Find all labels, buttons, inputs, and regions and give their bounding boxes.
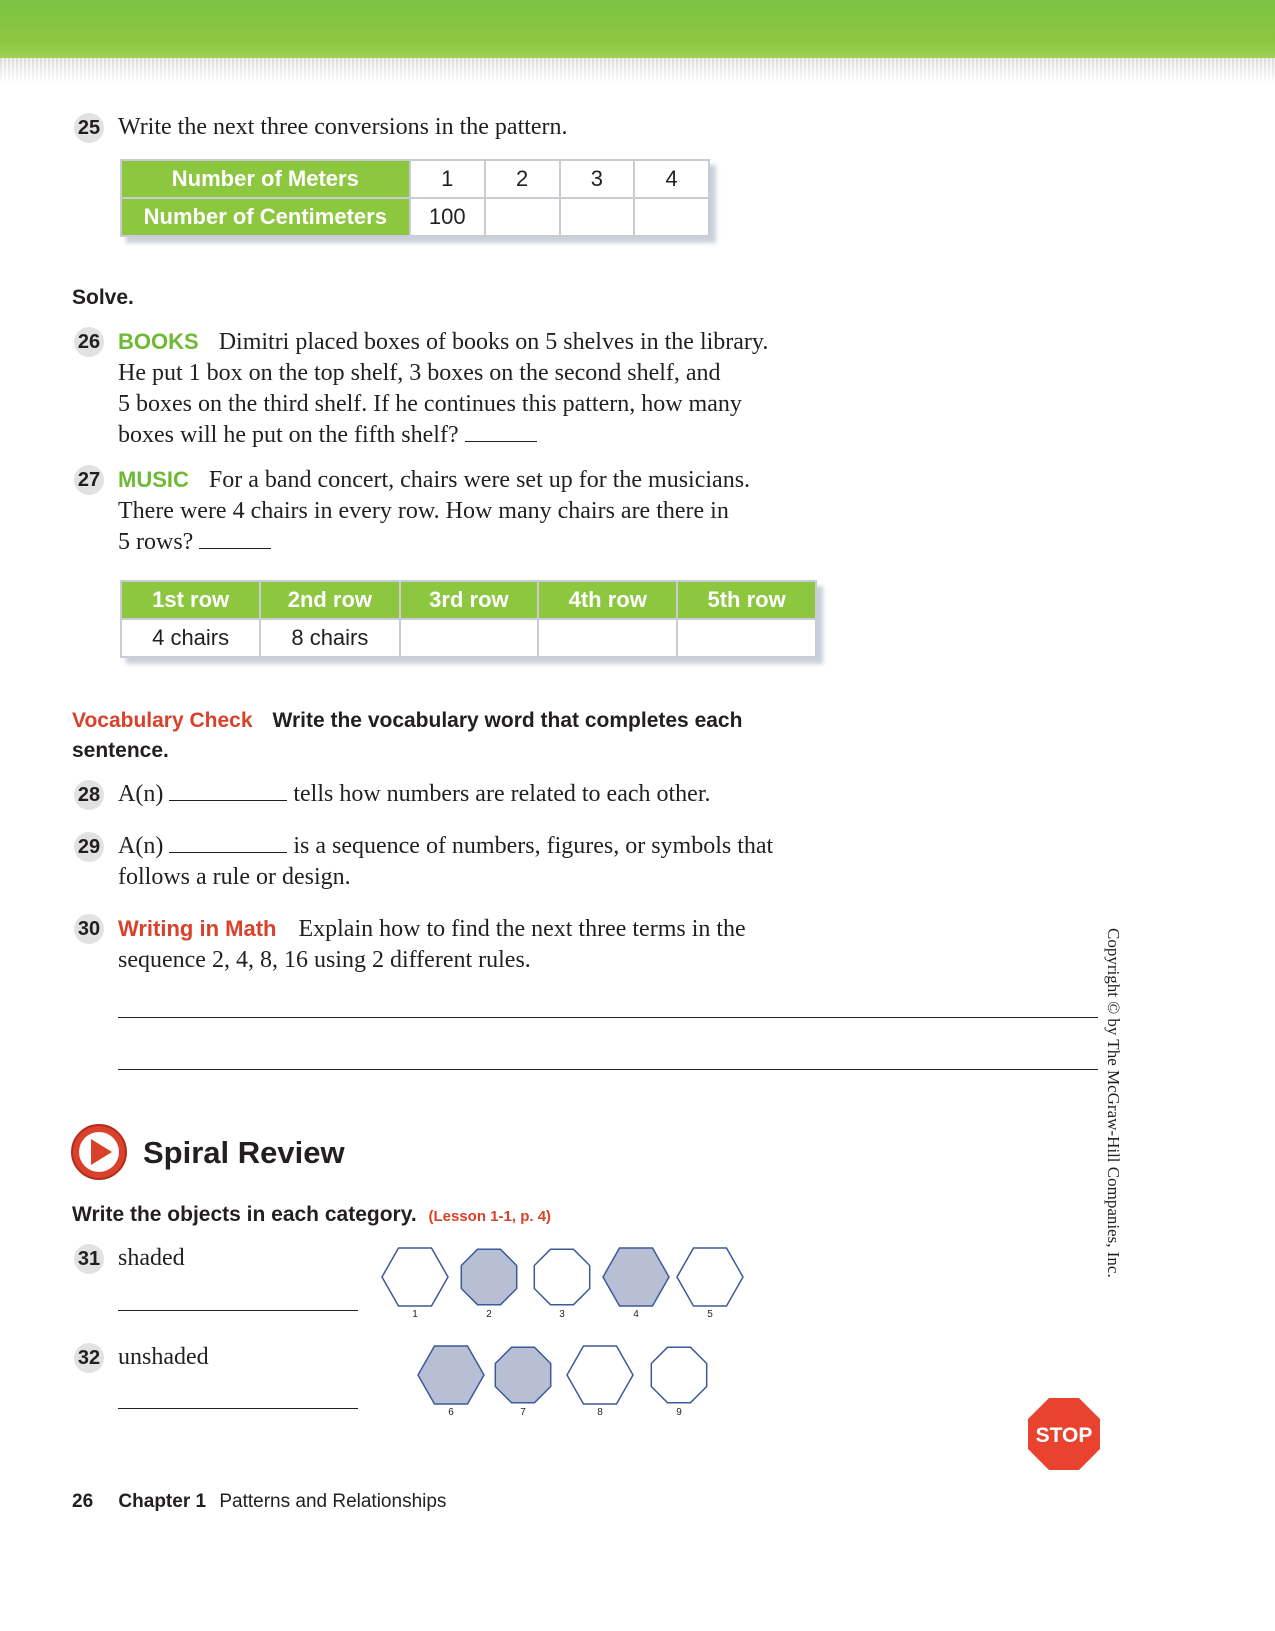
- q29-answer-blank[interactable]: [169, 851, 287, 853]
- q29-text: [118, 831, 773, 893]
- q26-line2: He put 1 box on the top shelf, 3 boxes on the second shelf, and: [118, 360, 721, 386]
- shapes-row-1: [375, 1243, 755, 1323]
- q26-line3: 5 boxes on the third shelf. If he continues this pattern, how many: [118, 391, 742, 417]
- q28-before: A(n): [118, 781, 164, 807]
- meters-centimeters-table: [120, 159, 710, 237]
- footer-title: Patterns and Relationships: [219, 1491, 447, 1512]
- figure-label: 6: [448, 1407, 454, 1418]
- figure-7-octagon: [495, 1347, 550, 1402]
- question-number-31: 31: [74, 1244, 104, 1274]
- vocabulary-instruction-line1: Write the vocabulary word that completes each: [272, 709, 743, 732]
- centimeters-answer-cell[interactable]: [485, 198, 560, 236]
- spiral-review-title: Spiral Review: [143, 1135, 345, 1170]
- stop-sign-icon: [1027, 1397, 1101, 1471]
- q28-text: [118, 779, 711, 810]
- spiral-review-instruction: [72, 1203, 551, 1227]
- chairs-table: [120, 580, 817, 658]
- chairs-value-cell: 4 chairs: [121, 619, 260, 657]
- meters-cell: 2: [485, 160, 560, 198]
- figure-6-hexagon: [418, 1346, 484, 1404]
- q31-answer-line[interactable]: [118, 1310, 358, 1311]
- q27-line2: There were 4 chairs in every row. How many chairs are there in: [118, 498, 729, 524]
- q32-label: unshaded: [118, 1344, 209, 1370]
- q26-line4: boxes will he put on the fifth shelf?: [118, 422, 459, 448]
- q28-after: tells how numbers are related to each other.: [293, 781, 711, 807]
- figure-label: 3: [559, 1309, 565, 1320]
- figure-2-octagon: [461, 1249, 516, 1304]
- question-number-32: 32: [74, 1343, 104, 1373]
- solve-heading: Solve.: [72, 286, 134, 309]
- meters-cell: 1: [410, 160, 485, 198]
- q27-tag: MUSIC: [118, 467, 189, 492]
- meters-cell: 3: [560, 160, 635, 198]
- q30-text: [118, 913, 746, 976]
- page-footer: [72, 1491, 446, 1513]
- q28-answer-blank[interactable]: [169, 799, 287, 801]
- centimeters-cell: 100: [410, 198, 485, 236]
- q32-answer-line[interactable]: [118, 1408, 358, 1409]
- q29-line2: follows a rule or design.: [118, 864, 351, 890]
- figure-9-octagon: [651, 1347, 706, 1402]
- footer-chapter: Chapter 1: [118, 1491, 207, 1512]
- q29-after: is a sequence of numbers, figures, or symbols that: [293, 833, 774, 859]
- q30-tag: Writing in Math: [118, 916, 277, 941]
- q30-line2: sequence 2, 4, 8, 16 using 2 different rules.: [118, 947, 531, 973]
- chairs-header-cell: 4th row: [538, 581, 677, 619]
- q26-text: [118, 326, 878, 451]
- row-label-meters: Number of Meters: [121, 160, 410, 198]
- chairs-header-cell: 5th row: [677, 581, 816, 619]
- meters-cell: 4: [634, 160, 709, 198]
- figure-label: 2: [486, 1309, 492, 1320]
- figure-label: 4: [633, 1309, 639, 1320]
- chairs-value-cell: 8 chairs: [260, 619, 399, 657]
- chairs-answer-cell[interactable]: [677, 619, 816, 657]
- page-number: 26: [72, 1491, 94, 1512]
- q27-text: [118, 464, 878, 558]
- q29-before: A(n): [118, 833, 164, 859]
- figure-label: 7: [520, 1407, 526, 1418]
- q25-prompt: Write the next three conversions in the pattern.: [118, 114, 568, 140]
- row-label-centimeters: Number of Centimeters: [121, 198, 410, 236]
- q27-line1: For a band concert, chairs were set up for the musicians.: [208, 467, 751, 493]
- q31-label: shaded: [118, 1245, 185, 1271]
- question-number-26: 26: [74, 327, 104, 357]
- chairs-header-cell: 1st row: [121, 581, 260, 619]
- lesson-reference: (Lesson 1-1, p. 4): [428, 1208, 552, 1225]
- chairs-header-cell: 2nd row: [260, 581, 399, 619]
- figure-1-hexagon: [382, 1248, 448, 1306]
- question-number-25: 25: [74, 113, 104, 143]
- q30-line1: Explain how to find the next three terms in the: [298, 916, 746, 942]
- figure-label: 9: [676, 1407, 682, 1418]
- q26-line1: Dimitri placed boxes of books on 5 shelves in the library.: [218, 329, 769, 355]
- figure-3-octagon: [534, 1249, 589, 1304]
- question-number-28: 28: [74, 780, 104, 810]
- chairs-answer-cell[interactable]: [538, 619, 677, 657]
- vocabulary-check-label: Vocabulary Check: [72, 709, 253, 732]
- figure-label: 1: [412, 1309, 418, 1320]
- vocabulary-check: [72, 706, 742, 766]
- vocabulary-instruction-line2: sentence.: [72, 739, 169, 762]
- chairs-header-cell: 3rd row: [400, 581, 539, 619]
- top-shade-band: [0, 58, 1275, 84]
- chairs-answer-cell[interactable]: [400, 619, 539, 657]
- q27-answer-blank[interactable]: [199, 547, 271, 549]
- spiral-instruction-text: Write the objects in each category.: [72, 1203, 417, 1226]
- q26-tag: BOOKS: [118, 329, 199, 354]
- q26-answer-blank[interactable]: [465, 440, 537, 442]
- figure-label: 5: [707, 1309, 713, 1320]
- figure-8-hexagon: [567, 1346, 633, 1404]
- q27-line3: 5 rows?: [118, 529, 194, 555]
- writing-answer-line[interactable]: [118, 1017, 1098, 1018]
- figure-5-hexagon: [677, 1248, 743, 1306]
- figure-4-hexagon: [603, 1248, 669, 1306]
- question-number-29: 29: [74, 832, 104, 862]
- stop-sign-text: STOP: [1035, 1424, 1093, 1447]
- spiral-review-play-icon: [70, 1123, 128, 1181]
- centimeters-answer-cell[interactable]: [634, 198, 709, 236]
- figure-label: 8: [597, 1407, 603, 1418]
- copyright-text: Copyright © by The McGraw-Hill Companies, Inc.: [1104, 928, 1123, 1278]
- question-number-30: 30: [74, 914, 104, 944]
- question-number-27: 27: [74, 465, 104, 495]
- centimeters-answer-cell[interactable]: [560, 198, 635, 236]
- shapes-row-2: [410, 1341, 720, 1421]
- top-color-band: [0, 0, 1275, 58]
- writing-answer-line[interactable]: [118, 1069, 1098, 1070]
